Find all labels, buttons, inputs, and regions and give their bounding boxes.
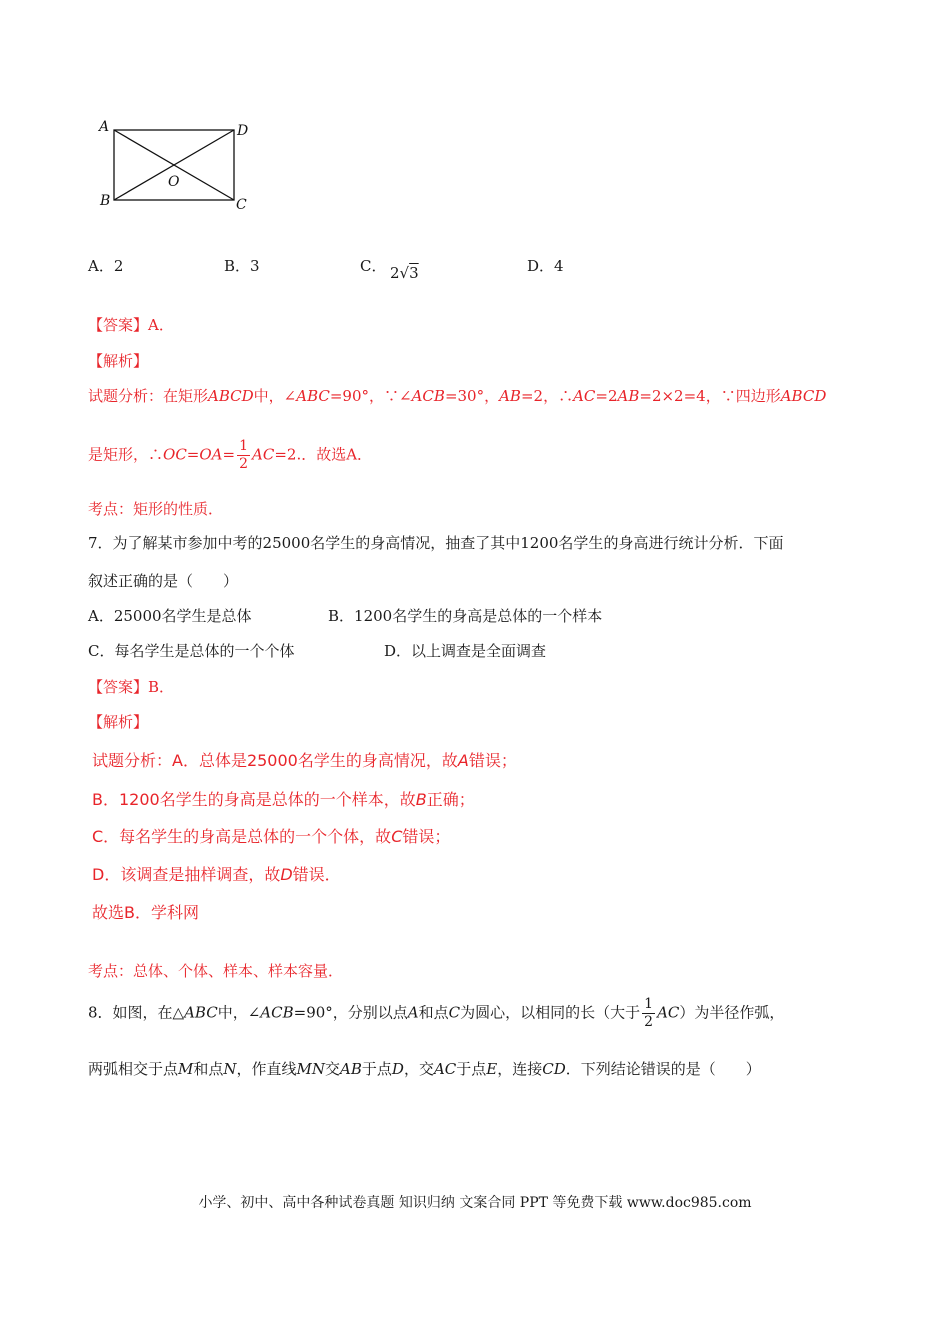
- q6-option-b: B．3: [224, 257, 260, 275]
- vertex-label-a: A: [99, 119, 110, 135]
- q7-analysis-line-1: 试题分析：A．总体是25000名学生的身高情况，故A错误；: [92, 751, 517, 770]
- vertex-label-b: B: [100, 193, 111, 209]
- q6-analysis-title: 【解析】: [88, 352, 149, 370]
- q6-option-c-value: [390, 264, 419, 282]
- q6-option-d: D．4: [527, 257, 564, 275]
- q7-option-b: B．1200名学生的身高是总体的一个样本: [328, 607, 603, 625]
- vertex-label-d: D: [237, 123, 249, 139]
- page-footer: 小学、初中、高中各种试卷真题 知识归纳 文案合同 PPT 等免费下载 www.doc985.com: [198, 1195, 752, 1211]
- q7-analysis-line-5: 故选B．学科网: [92, 903, 199, 922]
- rectangle-figure: [90, 115, 260, 220]
- vertex-label-o: O: [168, 174, 180, 190]
- q7-analysis-title: 【解析】: [88, 713, 149, 731]
- q8-stem-line1: 8．如图，在△ABC中，∠ACB=90°，分别以点A和点C为圆心，以相同的长（大于 $\frac{1}{2}$ AC）为半径作弧，: [88, 996, 785, 1030]
- q7-analysis-line-3: C．每名学生的身高是总体的一个个体，故C错误；: [92, 827, 451, 846]
- q7-stem-line2: 叙述正确的是（ ）: [88, 572, 239, 590]
- q7-analysis-line-4: D．该调查是抽样调查，故D错误．: [92, 865, 341, 884]
- radicand: 3: [409, 264, 419, 282]
- q6-analysis-line2: 是矩形，∴OC=OA= $\frac{1}{2}$ AC=2.．故选A．: [88, 438, 373, 472]
- radical-coefficient: 2: [390, 264, 400, 282]
- radical-sign: √: [399, 264, 410, 282]
- fraction-one-half: $\frac{1}{2}$: [239, 438, 249, 472]
- q6-option-c-label: C．: [360, 257, 387, 275]
- q7-option-d: D．以上调查是全面调查: [384, 642, 547, 660]
- fraction-one-half: $\frac{1}{2}$: [644, 996, 654, 1030]
- q6-kaodian: 考点：矩形的性质．: [88, 500, 224, 518]
- vertex-label-c: C: [236, 197, 247, 213]
- q6-analysis-line1: 试题分析：在矩形ABCD中，∠ABC=90°，∵∠ACB=30°，AB=2，∴AC=2AB=2×2=4，∵四边形ABCD: [88, 387, 827, 405]
- q7-option-a: A．25000名学生是总体: [88, 607, 252, 625]
- q7-option-c: C．每名学生是总体的一个个体: [88, 642, 295, 660]
- q6-answer: 【答案】A．: [88, 316, 174, 334]
- q6-option-a: A．2: [88, 257, 124, 275]
- q7-stem-line1: 7．为了解某市参加中考的25000名学生的身高情况，抽查了其中1200名学生的身高进行统计分析．下面: [88, 534, 784, 552]
- q7-kaodian: 考点：总体、个体、样本、样本容量．: [88, 962, 344, 980]
- q7-answer: 【答案】B．: [88, 678, 175, 696]
- q8-stem-line2: 两弧相交于点M和点N，作直线MN交AB于点D，交AC于点E，连接CD．下列结论错误的是（ ）: [88, 1060, 761, 1078]
- q7-analysis-line-2: B．1200名学生的身高是总体的一个样本，故B正确；: [92, 790, 475, 809]
